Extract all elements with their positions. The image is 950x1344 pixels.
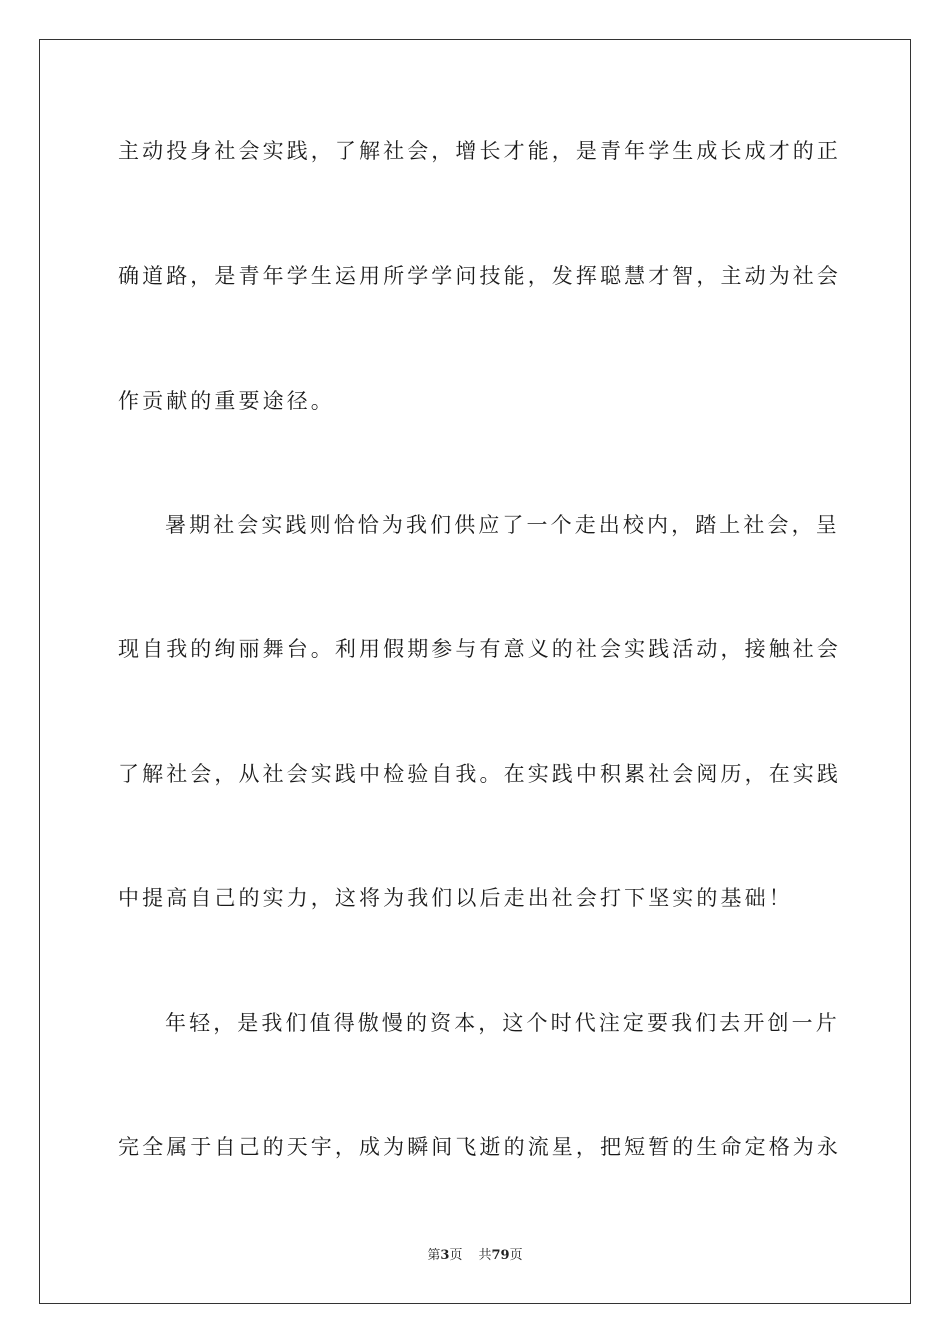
page-suffix: 页 <box>449 1248 463 1263</box>
paragraph-line: 年轻，是我们值得傲慢的资本，这个时代注定要我们去开创一片 <box>165 1011 840 1035</box>
paragraph-line: 现自我的绚丽舞台。利用假期参与有意义的社会实践活动，接触社会 <box>118 637 841 661</box>
paragraph-line: 主动投身社会实践，了解社会，增长才能，是青年学生成长成才的正 <box>118 139 841 163</box>
total-prefix: 共 <box>478 1248 492 1263</box>
paragraph-line: 作贡献的重要途径。 <box>118 389 335 413</box>
page-prefix: 第 <box>427 1248 441 1263</box>
paragraph-line: 中提高自己的实力，这将为我们以后走出社会打下坚实的基础！ <box>118 886 793 910</box>
page-frame <box>39 39 911 1304</box>
paragraph-line: 了解社会，从社会实践中检验自我。在实践中积累社会阅历，在实践 <box>118 762 841 786</box>
total-suffix: 页 <box>509 1248 523 1263</box>
paragraph-line: 确道路，是青年学生运用所学学问技能，发挥聪慧才智，主动为社会 <box>118 264 841 288</box>
page-footer <box>0 1248 950 1264</box>
page-number-total: 79 <box>491 1248 510 1263</box>
paragraph-line: 暑期社会实践则恰恰为我们供应了一个走出校内，踏上社会，呈 <box>165 513 840 537</box>
page-number-current: 3 <box>440 1248 450 1263</box>
paragraph-line: 完全属于自己的天宇，成为瞬间飞逝的流星，把短暂的生命定格为永 <box>118 1135 841 1159</box>
